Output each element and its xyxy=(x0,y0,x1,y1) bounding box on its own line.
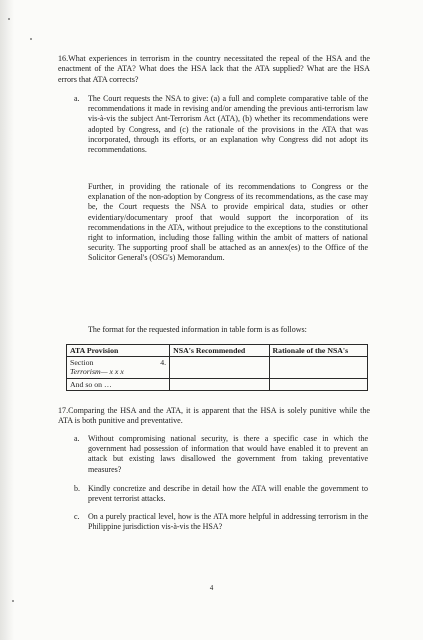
ata-comparison-table xyxy=(66,344,368,391)
question-17-item-c xyxy=(74,512,368,532)
item-letter: c. xyxy=(74,512,80,521)
item-text: Kindly concretize and describe in detail how the ATA will enable the government to prevent terrorist attacks. xyxy=(88,484,368,504)
header-rationale: Rationale of the NSA's xyxy=(269,345,367,357)
cell-text: 4. xyxy=(160,358,167,368)
table-cell xyxy=(269,378,367,390)
table-cell: And so on … xyxy=(67,378,170,390)
question-17: 17.Comparing the HSA and the ATA, it is apparent that the HSA is solely punitive while the ATA is both punitive and preventative. xyxy=(58,406,370,426)
format-note: The format for the requested information in table form is as follows: xyxy=(88,325,307,334)
item-text: Without compromising national security, is there a specific case in which the government had possession of information that would have enabled it to prevent an attack but existing laws disallowed the government from taking preventative measures? xyxy=(88,434,368,474)
item-letter: a. xyxy=(74,434,80,443)
header-nsa-recommended: NSA's Recommended xyxy=(170,345,269,357)
table-cell xyxy=(269,357,367,378)
question-16-item-a xyxy=(74,94,368,155)
table-row xyxy=(67,378,368,390)
scan-speck xyxy=(8,18,10,20)
item-text: On a purely practical level, how is the ATA more helpful in addressing terrorism in the Philippine jurisdiction vis-à-vis the HSA? xyxy=(88,512,368,532)
table-cell xyxy=(170,357,269,378)
table-row xyxy=(67,357,368,378)
item-text: The Court requests the NSA to give: (a) a full and complete comparative table of the recommendations it made in revising and/or amending the previous anti-terrorism law vis-à-vis the subject Ant-Terrorism Act (ATA), (b) whether its recommendations were adopted by Congress, and (c) the rationale of the provisions in the ATA that was incorporated, through its efforts, or an explanation why Congress did not adopt its recommendations. xyxy=(88,94,368,155)
item-letter: b. xyxy=(74,484,80,493)
table-header-row xyxy=(67,345,368,357)
scan-speck xyxy=(12,600,14,602)
cell-text: Terrorism— x x x xyxy=(70,367,124,377)
scan-speck xyxy=(30,38,32,40)
question-17-item-b xyxy=(74,484,368,504)
table-cell xyxy=(67,357,170,378)
further-paragraph: Further, in providing the rationale of its recommendations to Congress or the explanation of the non-adoption by Congress of its recommendations, as the case may be, the Court requests the NSA to provide empirical data, studies or other evidentiary/documentary proof that would support the incorporation of its recommendations in the ATA, without prejudice to the exceptions to the constitutional right to information, including those falling within the ambit of matters of national security. The supporting proof shall be attached as an annex(es) to the Office of the Solicitor General's (OSG's) Memorandum. xyxy=(88,182,368,263)
header-ata-provision: ATA Provision xyxy=(67,345,170,357)
question-17-item-a xyxy=(74,434,368,475)
item-letter: a. xyxy=(74,94,80,103)
cell-text: Section xyxy=(70,358,94,368)
scan-edge-shadow xyxy=(0,0,14,640)
question-16: 16.What experiences in terrorism in the country necessitated the repeal of the HSA and the enactment of the ATA? What does the HSA lack that the ATA supplied? What are the HSA errors that ATA corrects? xyxy=(58,54,370,84)
table-cell xyxy=(170,378,269,390)
page-number: 4 xyxy=(209,584,214,592)
